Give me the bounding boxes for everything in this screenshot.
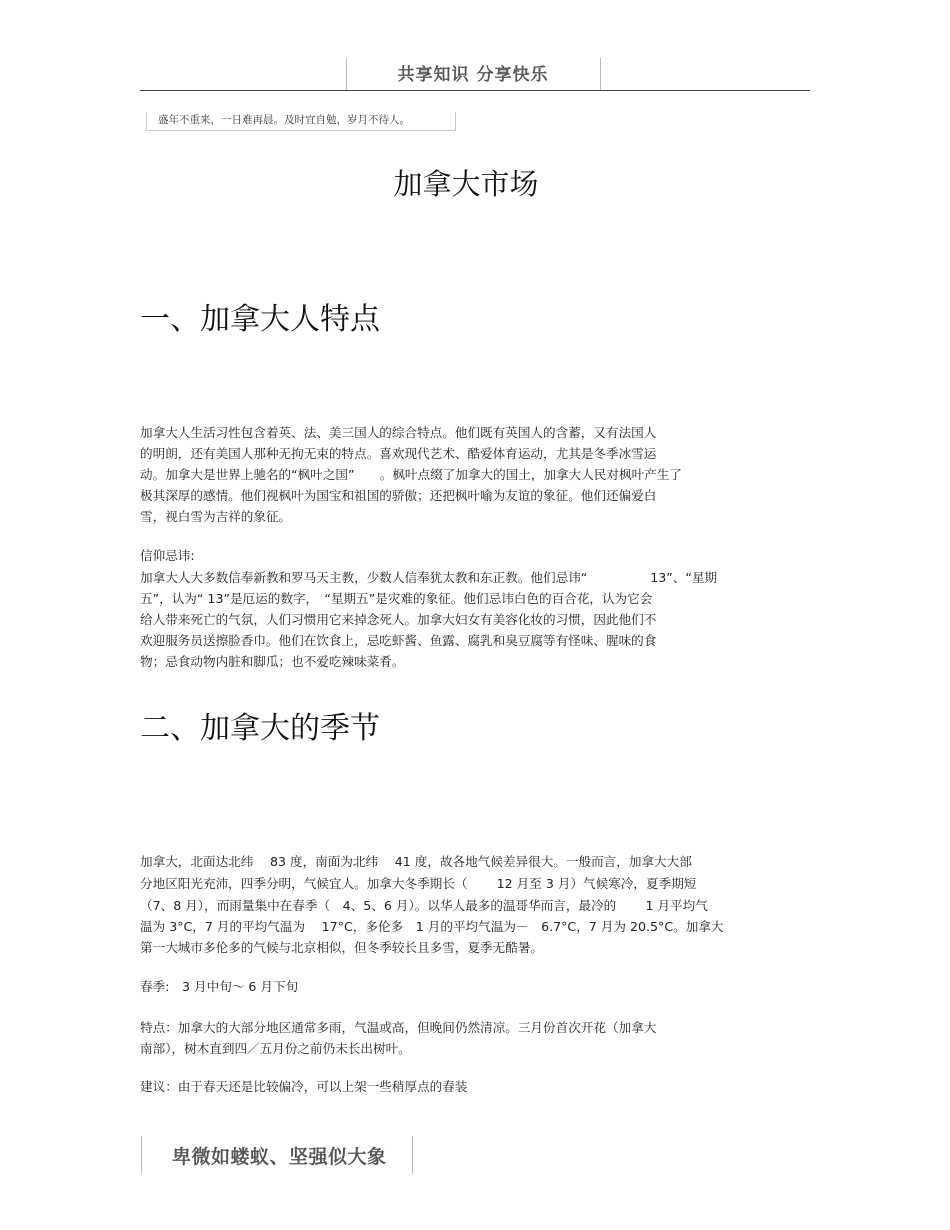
paragraph-line: 加拿大人大多数信奉新教和罗马天主教，少数人信奉犹太教和东正教。他们忌讳“ 13”、“星期 xyxy=(140,570,718,585)
section-heading-seasons: 二、加拿大的季节 xyxy=(140,711,380,746)
paragraph-line: 欢迎服务员送擦脸香巾。他们在饮食上，忌吃虾酱、鱼露、腐乳和臭豆腐等有怪味、腥味的食 xyxy=(140,633,657,648)
paragraph-line: 加拿大人生活习性包含着英、法、美三国人的综合特点。他们既有英国人的含蓄，又有法国人 xyxy=(140,425,657,440)
footer-divider-right xyxy=(412,1136,413,1174)
subheading-beliefs: 信仰忌讳: xyxy=(140,548,195,563)
paragraph-line: 加拿大，北面达北纬 83 度，南面为北纬 41 度，故各地气候差异很大。一般而言，加拿大大部 xyxy=(140,854,692,869)
footer-divider-left xyxy=(141,1136,142,1174)
header-divider-right xyxy=(600,58,601,90)
paragraph-line: 给人带来死亡的气氛，人们习惯用它来掉念死人。加拿大妇女有美容化妆的习惯，因此他们不 xyxy=(140,612,657,627)
paragraph-line: 物；忌食动物内脏和脚瓜；也不爱吃辣味菜肴。 xyxy=(140,654,405,669)
section-heading-characteristics: 一、加拿大人特点 xyxy=(140,302,380,337)
paragraph-line: 分地区阳光充沛，四季分明，气候宜人。加拿大冬季期长（ 12 月至 3 月）气候寒冷，夏季期短 xyxy=(140,876,697,891)
document-title: 加拿大市场 xyxy=(393,167,539,201)
paragraph-line: 第一大城市多伦多的气候与北京相似，但冬季较长且多雪，夏季无酷暑。 xyxy=(140,940,543,955)
paragraph-line: 动。加拿大是世界上驰名的“枫叶之国” 。枫叶点缀了加拿大的国土，加拿大人民对枫叶产生了 xyxy=(140,467,682,482)
paragraph-line: 特点：加拿大的大部分地区通常多雨，气温或高，但晚间仍然清凉。三月份首次开花（加拿大 xyxy=(140,1020,657,1035)
motto-text: 盛年不重来，一日难再晨。及时宜自勉，岁月不待人。 xyxy=(158,114,410,126)
spring-advice: 建议：由于春天还是比较偏冷，可以上架一些稍厚点的春装 xyxy=(140,1079,468,1094)
header-banner: 共享知识 分享快乐 xyxy=(397,65,549,85)
paragraph-line: 五”，认为“ 13”是厄运的数字， “星期五”是灾难的象征。他们忌讳白色的百合花，认为它会 xyxy=(140,591,653,606)
paragraph-line: 的明朗，还有美国人那种无拘无束的特点。喜欢现代艺术、酷爱体育运动，尤其是冬季冰雪运 xyxy=(140,446,657,461)
spring-period: 春季: 3 月中旬～ 6 月下旬 xyxy=(140,979,299,994)
footer-banner: 卑微如蝼蚁、坚强似大象 xyxy=(172,1146,387,1168)
paragraph-line: 雪，视白雪为吉祥的象征。 xyxy=(140,509,292,524)
paragraph-line: （7、8 月），而雨量集中在春季（ 4、5、6 月）。以华人最多的温哥华而言，最冷的 1 月平均气 xyxy=(140,898,708,913)
paragraph-line: 南部），树木直到四／五月份之前仍未长出树叶。 xyxy=(140,1041,411,1056)
paragraph-line: 极其深厚的感情。他们视枫叶为国宝和祖国的骄傲；还把枫叶喻为友谊的象征。他们还偏爱白 xyxy=(140,488,657,503)
paragraph-line: 温为 3°C，7 月的平均气温为 17°C，多伦多 1 月的平均气温为－ 6.7°C，7 月为 20.5°C。加拿大 xyxy=(140,919,724,934)
header-rule xyxy=(140,90,810,91)
